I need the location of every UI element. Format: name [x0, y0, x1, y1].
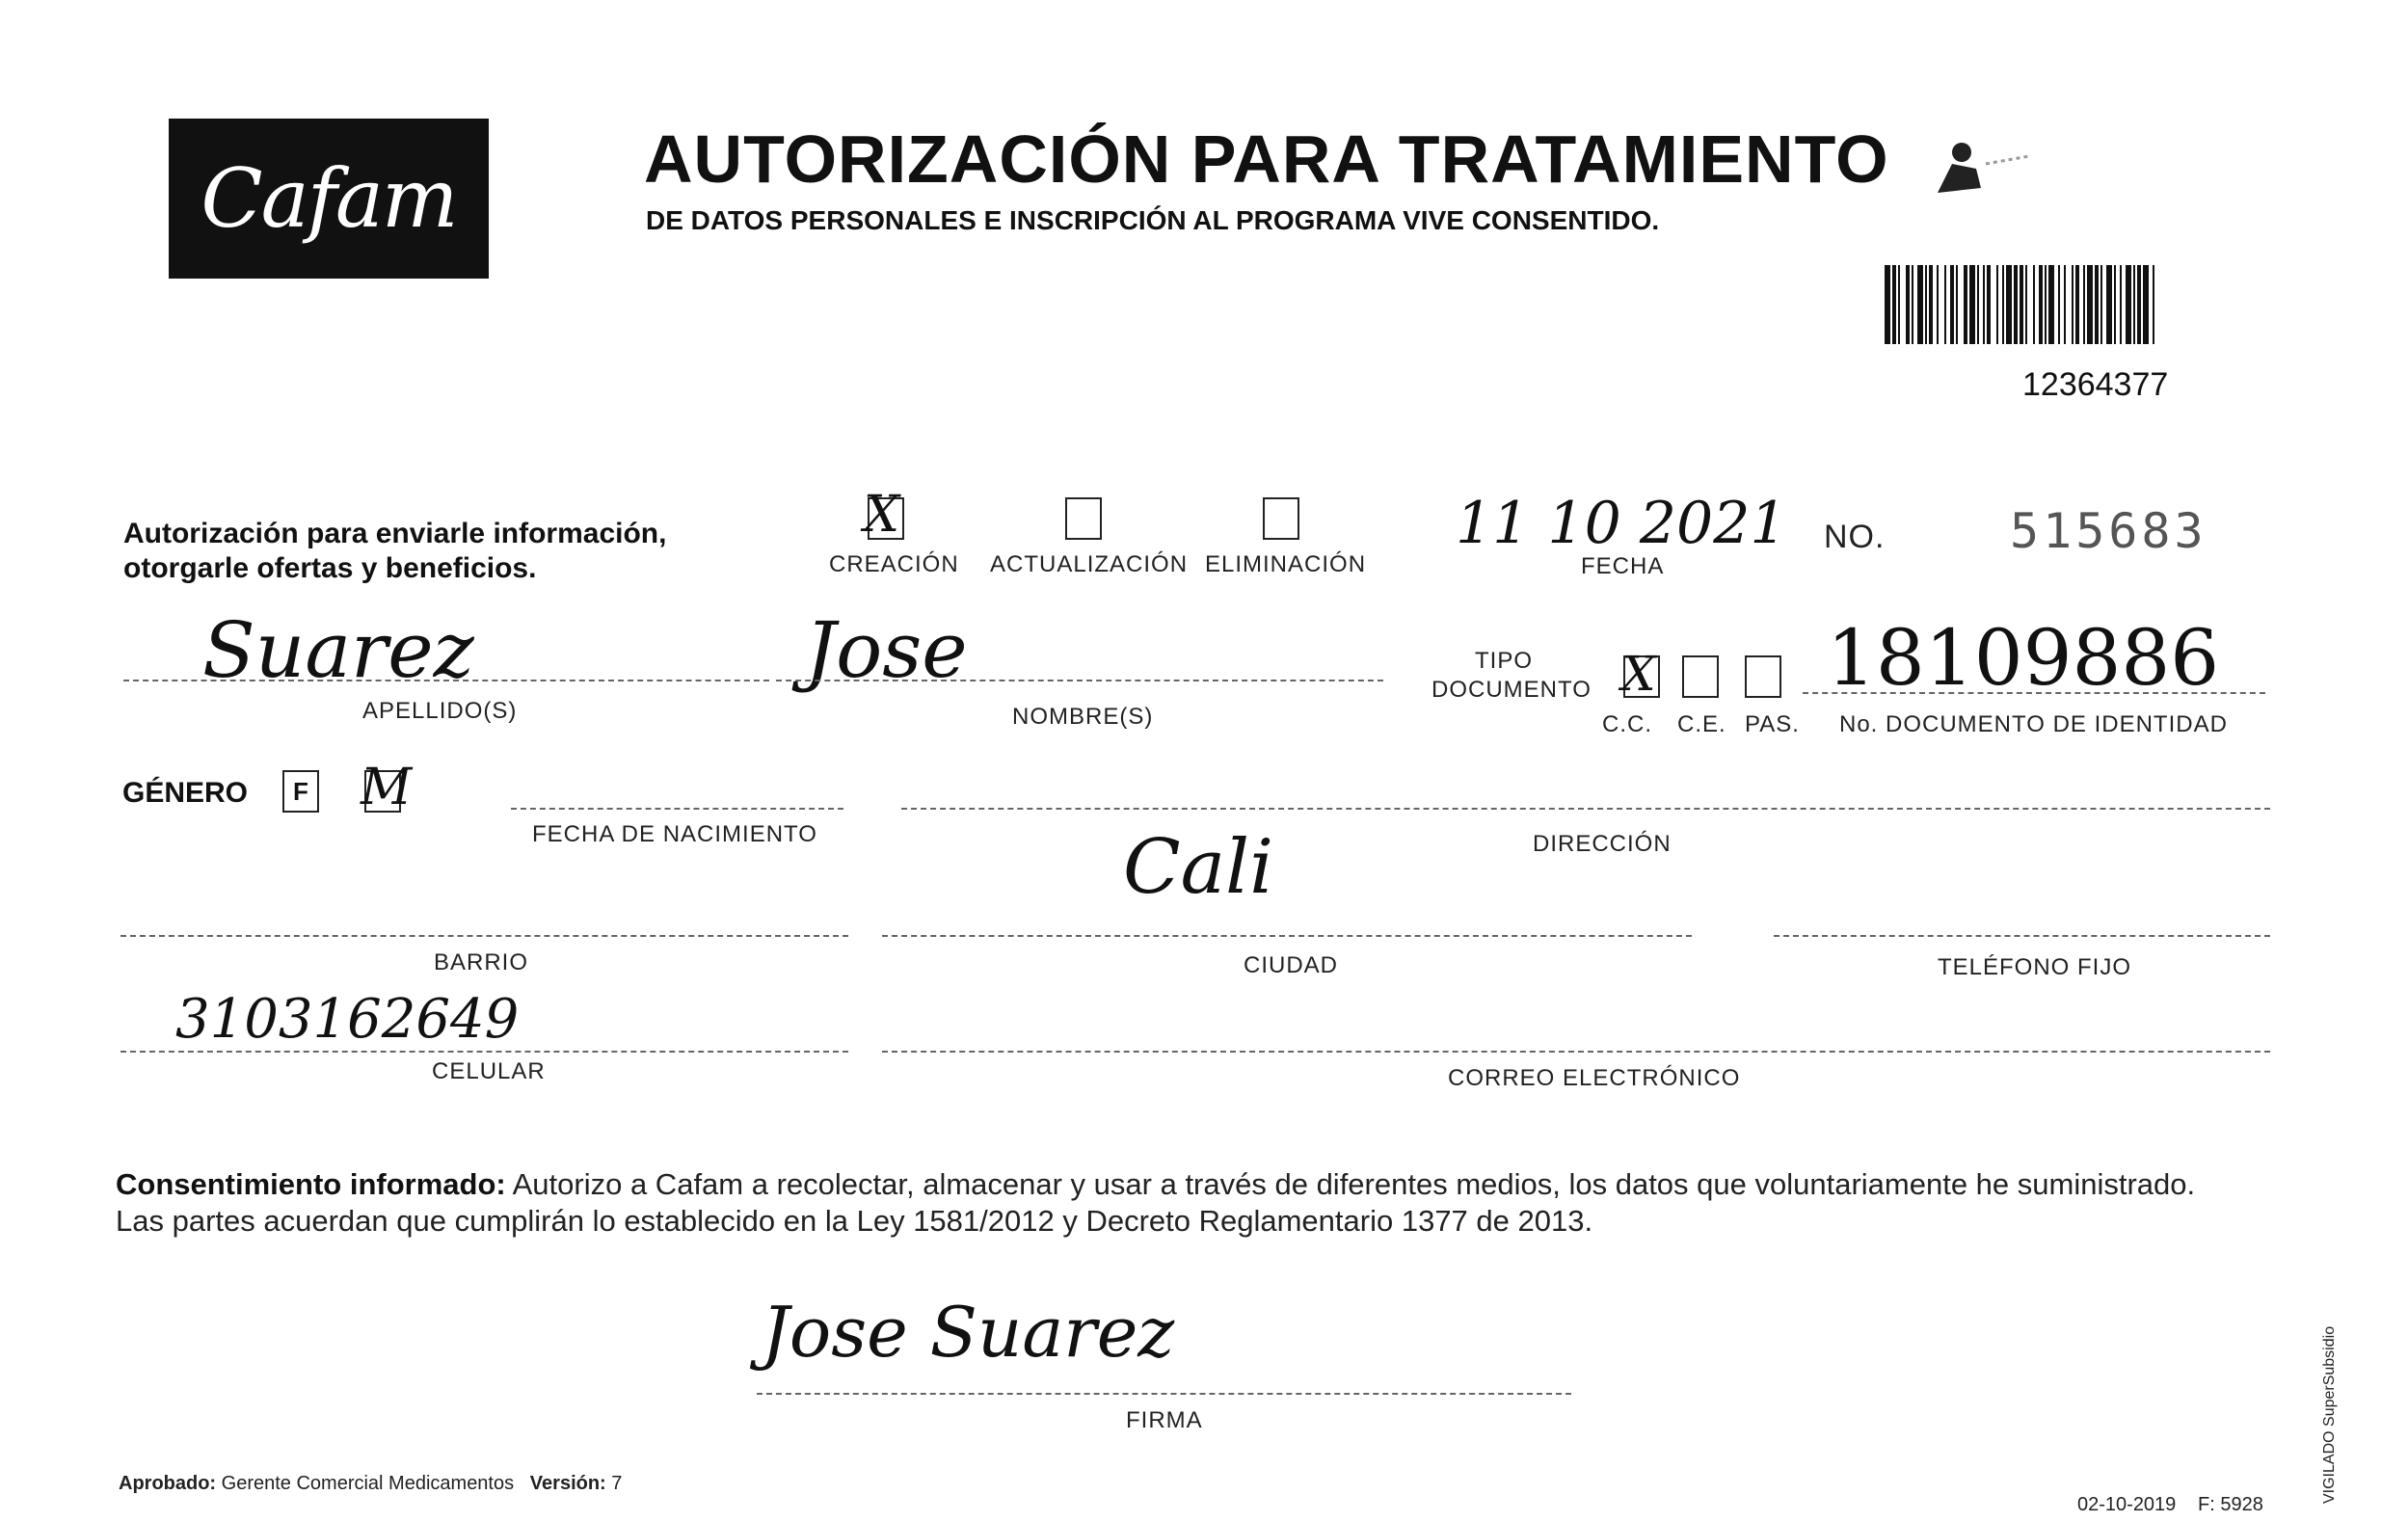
doc-number-line[interactable]: [1803, 692, 2265, 694]
form-title: AUTORIZACIÓN PARA TRATAMIENTO: [644, 121, 1889, 197]
barcode-bar: [1906, 265, 1910, 344]
consent-heading: Consentimiento informado:: [116, 1167, 506, 1201]
barcode-bar: [2095, 265, 2099, 344]
doc-number-value: 18109886: [1827, 613, 2220, 703]
barcode-bar: [2153, 265, 2154, 344]
signature-line[interactable]: [757, 1393, 1571, 1395]
barcode-bar: [1977, 265, 1979, 344]
barcode-bar: [2045, 265, 2047, 344]
barcode-bar: [2039, 265, 2043, 344]
barcode-bar: [1929, 265, 1933, 344]
barcode-bar: [1937, 265, 1939, 344]
cc-label: C.C.: [1602, 711, 1652, 737]
barcode-bar: [2100, 265, 2102, 344]
apellidos-value: Suarez: [202, 605, 474, 695]
barcode-bar: [2075, 265, 2079, 344]
actualizacion-label: ACTUALIZACIÓN: [990, 551, 1189, 577]
barcode-bar: [1996, 265, 1998, 344]
genero-f-letter: F: [293, 777, 308, 806]
direccion-label: DIRECCIÓN: [1533, 831, 1672, 857]
apellidos-label: APELLIDO(S): [362, 698, 518, 724]
no-label: NO.: [1824, 519, 1886, 555]
barcode-bar: [2014, 265, 2018, 344]
genero-m-mark: M: [361, 759, 413, 816]
authorization-heading-1: Autorización para enviarle información,: [123, 518, 667, 549]
aprobado-label: Aprobado:: [119, 1473, 217, 1494]
barcode-bar: [1969, 265, 1975, 344]
genero-label: GÉNERO: [122, 777, 249, 809]
barcode-bar: [2020, 265, 2023, 344]
correo-line[interactable]: [882, 1051, 2270, 1053]
nombres-line[interactable]: [776, 680, 1383, 681]
telefono-label: TELÉFONO FIJO: [1938, 954, 2132, 980]
ciudad-value: Cali: [1123, 824, 1274, 911]
barcode-bar: [2048, 265, 2054, 344]
barcode-bar: [2137, 265, 2141, 344]
cc-checkbox[interactable]: [1621, 646, 1660, 702]
eliminacion-label: ELIMINACIÓN: [1205, 551, 1367, 577]
barcode-bar: [1956, 265, 1958, 344]
logo-text: Cafam: [201, 151, 457, 246]
direccion-line[interactable]: [901, 808, 2270, 810]
creacion-check-mark: X: [864, 486, 900, 544]
barcode-bar: [1950, 265, 1954, 344]
fecha-nacimiento-line[interactable]: [511, 808, 843, 810]
telefono-line[interactable]: [1774, 935, 2270, 937]
barcode-bar: [2006, 265, 2012, 344]
barcode-bar: [1925, 265, 1927, 344]
doc-number-label: No. DOCUMENTO DE IDENTIDAD: [1839, 711, 2228, 737]
barcode-bar: [1983, 265, 1985, 344]
barcode-bar: [2002, 265, 2004, 344]
cafam-logo: [169, 119, 489, 279]
consent-paragraph: [116, 1166, 2251, 1240]
version-label: Versión:: [529, 1473, 606, 1494]
barcode-bar: [1892, 265, 1896, 344]
footer-date: 02-10-2019: [2077, 1494, 2177, 1515]
barcode-number: 12364377: [2022, 366, 2169, 403]
authorization-heading-2: otorgarle ofertas y beneficios.: [123, 552, 537, 584]
barcode-bar: [1944, 265, 1946, 344]
barcode-bar: [1898, 265, 1900, 344]
signature-value: Jose Suarez: [762, 1292, 1175, 1373]
correo-label: CORREO ELECTRÓNICO: [1448, 1065, 1741, 1091]
fecha-label: FECHA: [1581, 553, 1665, 579]
barcode-bar: [1964, 265, 1967, 344]
barcode-bar: [2072, 265, 2074, 344]
ciudad-line[interactable]: [882, 935, 1692, 937]
genero-f-checkbox[interactable]: [282, 770, 319, 813]
ce-label: C.E.: [1677, 711, 1726, 737]
footer-approved: [119, 1473, 622, 1495]
barcode-bar: [2025, 265, 2027, 344]
creacion-label: CREACIÓN: [829, 551, 959, 577]
celular-value: 3103162649: [175, 988, 520, 1051]
ce-checkbox[interactable]: [1682, 655, 1719, 698]
cc-check-mark: X: [1621, 646, 1656, 702]
barcode-bar: [2058, 265, 2060, 344]
celular-label: CELULAR: [432, 1058, 546, 1084]
barcode-bar: [1885, 265, 1890, 344]
form-number: 515683: [2010, 503, 2207, 559]
apellidos-line[interactable]: [123, 680, 769, 681]
celular-line[interactable]: [120, 1051, 848, 1053]
nombres-value: Jose: [805, 605, 968, 695]
aprobado-value: Gerente Comercial Medicamentos: [221, 1473, 515, 1494]
barcode-bar: [2133, 265, 2135, 344]
stamp-icon: [1933, 135, 2039, 202]
barrio-label: BARRIO: [434, 949, 529, 975]
nombres-label: NOMBRE(S): [1012, 704, 1154, 730]
barcode-bar: [2143, 265, 2149, 344]
eliminacion-checkbox[interactable]: [1263, 497, 1299, 540]
barcode-bar: [2033, 265, 2035, 344]
barcode-bar: [1987, 265, 1991, 344]
barcode-graphic: [1885, 265, 2268, 344]
barcode-bar: [2087, 265, 2093, 344]
vigilado-text: VIGILADO SuperSubsidio: [2321, 1325, 2338, 1504]
actualizacion-checkbox[interactable]: [1065, 497, 1102, 540]
form-subtitle: DE DATOS PERSONALES E INSCRIPCIÓN AL PROGRAMA VIVE CONSENTIDO.: [646, 205, 1660, 235]
footer-form-code: F: 5928: [2198, 1494, 2263, 1515]
barrio-line[interactable]: [120, 935, 848, 937]
barcode-bar: [2120, 265, 2122, 344]
creacion-checkbox[interactable]: [864, 486, 904, 544]
genero-m-checkbox[interactable]: [361, 759, 413, 816]
pas-label: PAS.: [1745, 711, 1800, 737]
barcode-bar: [2064, 265, 2066, 344]
consent-text: Autorizo a Cafam a recolectar, almacenar y usar a través de diferentes medios, los datos que voluntariamente he suministrado. Las partes acuerdan que cumplirán lo establecido en la Ley 1581/2012 y Decreto Reglamentario 1377 de 2013.: [116, 1167, 2196, 1238]
pas-checkbox[interactable]: [1745, 655, 1781, 698]
barcode-bar: [1912, 265, 1913, 344]
fecha-value: 11 10 2021: [1456, 490, 1787, 557]
documento-label: DOCUMENTO: [1431, 677, 1592, 703]
barcode-bar: [2114, 265, 2116, 344]
barcode-bar: [2106, 265, 2112, 344]
barcode-bar: [2126, 265, 2131, 344]
tipo-label: TIPO: [1475, 648, 1534, 674]
barcode-bar: [1917, 265, 1923, 344]
signature-label: FIRMA: [1126, 1407, 1203, 1433]
barcode-bar: [2083, 265, 2085, 344]
ciudad-label: CIUDAD: [1244, 952, 1339, 978]
fecha-nacimiento-label: FECHA DE NACIMIENTO: [532, 821, 817, 847]
version-value: 7: [611, 1473, 623, 1494]
